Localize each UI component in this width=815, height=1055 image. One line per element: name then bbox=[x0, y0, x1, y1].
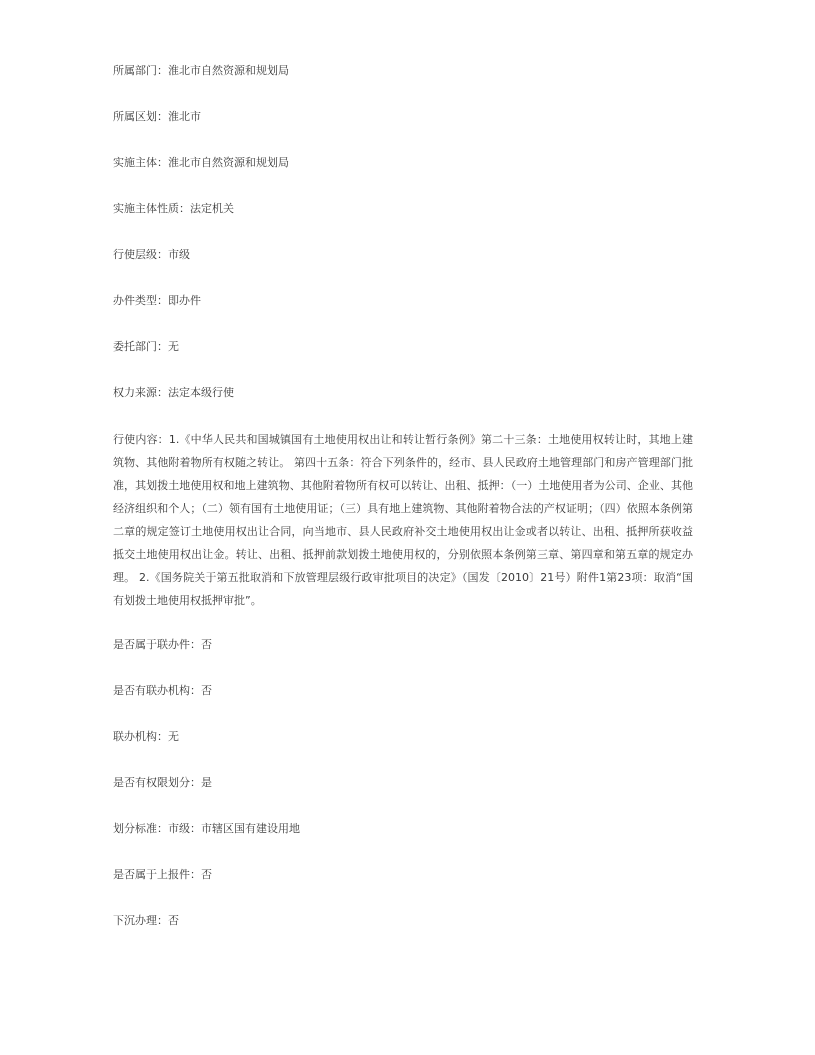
field-label: 所属区划： bbox=[113, 110, 168, 123]
field-label: 行使内容： bbox=[113, 433, 169, 446]
field-value: 是 bbox=[201, 776, 212, 789]
field-value: 淮北市 bbox=[168, 110, 201, 123]
field-value: 1.《中华人民共和国城镇国有土地使用权出让和转让暂行条例》第二十三条：土地使用权转让时，其地上建筑物、其他附着物所有权随之转让。 第四十五条：符合下列条件的，经市、县人民政府土地管理部门和房产管理部门批准，其划拨土地使用权和地上建筑物、其他附着物所有权可以转让、出租、抵押：（一）土地使用者为公司、企业、其他经济组织和个人；（二）领有国有土地使用证；（三）具有地上建筑物、其他附着物合法的产权证明；（四）依照本条例第二章的规定签订土地使用权出让合同，向当地市、县人民政府补交土地使用权出让金或者以转让、出租、抵押所获收益抵交土地使用权出让金。转让、出租、抵押前款划拨土地使用权的，分别依照本条例第三章、第四章和第五章的规定办理。 2.《国务院关于第五批取消和下放管理层级行政审批项目的决定》（国发〔2010〕21号）附件1第23项：取消“国有划拨土地使用权抵押审批”。 bbox=[113, 433, 694, 607]
field-label: 行使层级： bbox=[113, 248, 168, 261]
field-region bbox=[113, 106, 693, 128]
field-value: 淮北市自然资源和规划局 bbox=[168, 156, 289, 169]
field-label: 实施主体： bbox=[113, 156, 168, 169]
field-value: 淮北市自然资源和规划局 bbox=[168, 64, 289, 77]
field-value: 否 bbox=[201, 684, 212, 697]
field-joint-case bbox=[113, 634, 693, 656]
field-label: 所属部门： bbox=[113, 64, 168, 77]
field-implementing-body bbox=[113, 152, 693, 174]
field-label: 是否属于联办件： bbox=[113, 638, 201, 651]
field-value: 否 bbox=[201, 638, 212, 651]
field-value: 否 bbox=[168, 914, 179, 927]
field-department bbox=[113, 60, 693, 82]
field-value: 无 bbox=[168, 340, 179, 353]
field-value: 市级：市辖区国有建设用地 bbox=[168, 822, 300, 835]
field-label: 是否有联办机构： bbox=[113, 684, 201, 697]
field-body-nature bbox=[113, 198, 693, 220]
field-value: 法定本级行使 bbox=[168, 386, 234, 399]
field-has-joint-org bbox=[113, 680, 693, 702]
field-division-standard bbox=[113, 818, 693, 840]
field-value: 法定机关 bbox=[190, 202, 234, 215]
field-label: 权力来源： bbox=[113, 386, 168, 399]
field-label: 办件类型： bbox=[113, 294, 168, 307]
field-value: 无 bbox=[168, 730, 179, 743]
field-label: 是否有权限划分： bbox=[113, 776, 201, 789]
document-page bbox=[113, 60, 693, 956]
field-reported-case bbox=[113, 864, 693, 886]
field-value: 即办件 bbox=[168, 294, 201, 307]
field-label: 是否属于上报件： bbox=[113, 868, 201, 881]
field-power-source bbox=[113, 382, 693, 404]
field-label: 划分标准： bbox=[113, 822, 168, 835]
field-label: 下沉办理： bbox=[113, 914, 168, 927]
field-value: 否 bbox=[201, 868, 212, 881]
field-label: 实施主体性质： bbox=[113, 202, 190, 215]
field-authority-division bbox=[113, 772, 693, 794]
field-entrusted-dept bbox=[113, 336, 693, 358]
field-label: 联办机构： bbox=[113, 730, 168, 743]
field-level bbox=[113, 244, 693, 266]
field-case-type bbox=[113, 290, 693, 312]
field-sink-handling bbox=[113, 910, 693, 932]
field-label: 委托部门： bbox=[113, 340, 168, 353]
field-value: 市级 bbox=[168, 248, 190, 261]
field-joint-org bbox=[113, 726, 693, 748]
field-content bbox=[113, 428, 693, 612]
